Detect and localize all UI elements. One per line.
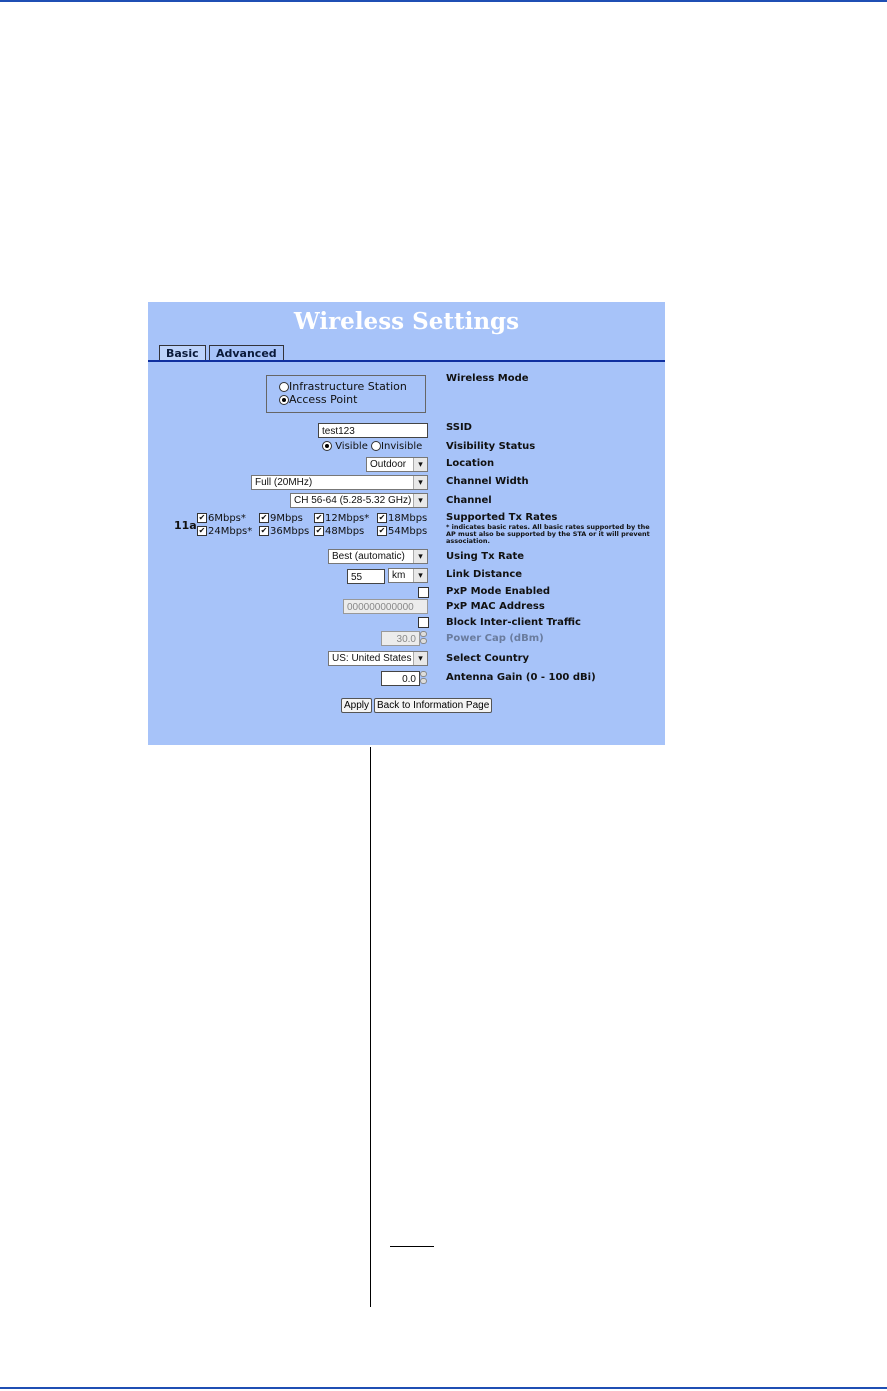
spin-down-icon[interactable]	[420, 678, 427, 684]
check-icon[interactable]: ✔	[315, 526, 323, 535]
spin-up-icon[interactable]	[420, 631, 427, 637]
pxp-mode-checkbox[interactable]	[418, 587, 429, 598]
rate-24mbps[interactable]	[197, 526, 252, 537]
bottom-rule	[0, 1387, 887, 1389]
wireless-mode-box	[266, 375, 426, 413]
check-icon[interactable]: ✔	[378, 526, 386, 535]
power-cap-label: Power Cap (dBm)	[446, 633, 544, 644]
rate-6mbps[interactable]	[197, 513, 246, 524]
channel-select[interactable]: CH 56-64 (5.28-5.32 GHz) ▾	[290, 493, 428, 508]
spin-down-icon[interactable]	[420, 638, 427, 644]
rate-12mbps[interactable]	[314, 513, 369, 524]
check-icon[interactable]: ✔	[198, 526, 206, 535]
mode-access-point[interactable]	[279, 393, 357, 406]
ssid-label: SSID	[446, 422, 472, 433]
supported-tx-rates-label: Supported Tx Rates	[446, 512, 558, 523]
check-icon[interactable]: ✔	[198, 513, 206, 522]
rate-label: 54Mbps	[388, 526, 428, 537]
radio-access-point[interactable]	[279, 395, 289, 405]
distance-unit-select[interactable]: km ▾	[388, 568, 428, 583]
power-cap-spinner[interactable]	[420, 631, 427, 646]
rate-label: 36Mbps	[270, 526, 310, 537]
wireless-settings-panel	[148, 302, 665, 745]
ssid-input[interactable]: test123	[318, 423, 428, 438]
rate-18mbps[interactable]	[377, 513, 427, 524]
rate-label: 18Mbps	[388, 513, 428, 524]
antenna-gain-label: Antenna Gain (0 - 100 dBi)	[446, 672, 596, 683]
apply-button[interactable]: Apply	[341, 698, 372, 713]
channel-label: Channel	[446, 495, 492, 506]
tab-advanced[interactable]: Advanced	[209, 345, 284, 361]
check-icon[interactable]: ✔	[260, 513, 268, 522]
spin-up-icon[interactable]	[420, 671, 427, 677]
mode-infrastructure-station[interactable]	[279, 380, 407, 393]
pxp-mac-label: PxP MAC Address	[446, 601, 545, 612]
rate-48mbps[interactable]	[314, 526, 364, 537]
rate-label: 9Mbps	[270, 513, 303, 524]
channel-width-label: Channel Width	[446, 476, 529, 487]
rate-9mbps[interactable]	[259, 513, 303, 524]
tx-rates-note: * indicates basic rates. All basic rates supported by the AP must also be supported by the STA or it will prevent association.	[446, 523, 650, 545]
block-inter-client-checkbox[interactable]	[418, 617, 429, 628]
country-select[interactable]: US: United States ▾	[328, 651, 428, 666]
using-tx-rate-label: Using Tx Rate	[446, 551, 525, 562]
pxp-mode-label: PxP Mode Enabled	[446, 586, 551, 597]
rate-label: 24Mbps*	[208, 526, 253, 537]
channel-width-select[interactable]: Full (20MHz) ▾	[251, 475, 428, 490]
visibility-options	[322, 441, 422, 452]
back-to-information-button[interactable]: Back to Information Page	[374, 698, 492, 713]
wireless-mode-label: Wireless Mode	[446, 373, 529, 384]
visibility-status-label: Visibility Status	[446, 441, 536, 452]
visible-label: Visible	[335, 441, 368, 452]
radio-invisible[interactable]	[371, 441, 381, 451]
rate-label: 12Mbps*	[325, 513, 370, 524]
tx-rate-select[interactable]: Best (automatic) ▾	[328, 549, 428, 564]
antenna-gain-spinner[interactable]	[420, 671, 427, 686]
check-icon[interactable]: ✔	[378, 513, 386, 522]
radio-infrastructure-station[interactable]	[279, 382, 289, 392]
block-inter-client-label: Block Inter-client Traffic	[446, 617, 581, 628]
mode-access-point-label: Access Point	[289, 393, 358, 406]
location-label: Location	[446, 458, 495, 469]
tab-divider	[148, 360, 665, 362]
antenna-gain-input[interactable]: 0.0	[381, 671, 420, 686]
rate-36mbps[interactable]	[259, 526, 309, 537]
rate-label: 48Mbps	[325, 526, 365, 537]
check-icon[interactable]: ✔	[260, 526, 268, 535]
rate-54mbps[interactable]	[377, 526, 427, 537]
radio-visible[interactable]	[322, 441, 332, 451]
select-country-label: Select Country	[446, 653, 530, 664]
pxp-mac-input[interactable]: 000000000000	[343, 599, 428, 614]
check-icon[interactable]: ✔	[315, 513, 323, 522]
mode-infrastructure-station-label: Infrastructure Station	[289, 380, 407, 393]
invisible-label: Invisible	[381, 441, 423, 452]
note-underline	[390, 1246, 434, 1247]
link-distance-input[interactable]: 55	[347, 569, 385, 584]
location-select[interactable]: Outdoor ▾	[366, 457, 428, 472]
vertical-rule	[370, 747, 371, 1307]
page-title: Wireless Settings	[293, 308, 520, 335]
top-rule	[0, 0, 887, 2]
band-11a-label: 11a	[174, 519, 197, 532]
power-cap-input[interactable]: 30.0	[381, 631, 420, 646]
tab-basic[interactable]: Basic	[159, 345, 206, 361]
rate-label: 6Mbps*	[208, 513, 246, 524]
link-distance-label: Link Distance	[446, 569, 523, 580]
